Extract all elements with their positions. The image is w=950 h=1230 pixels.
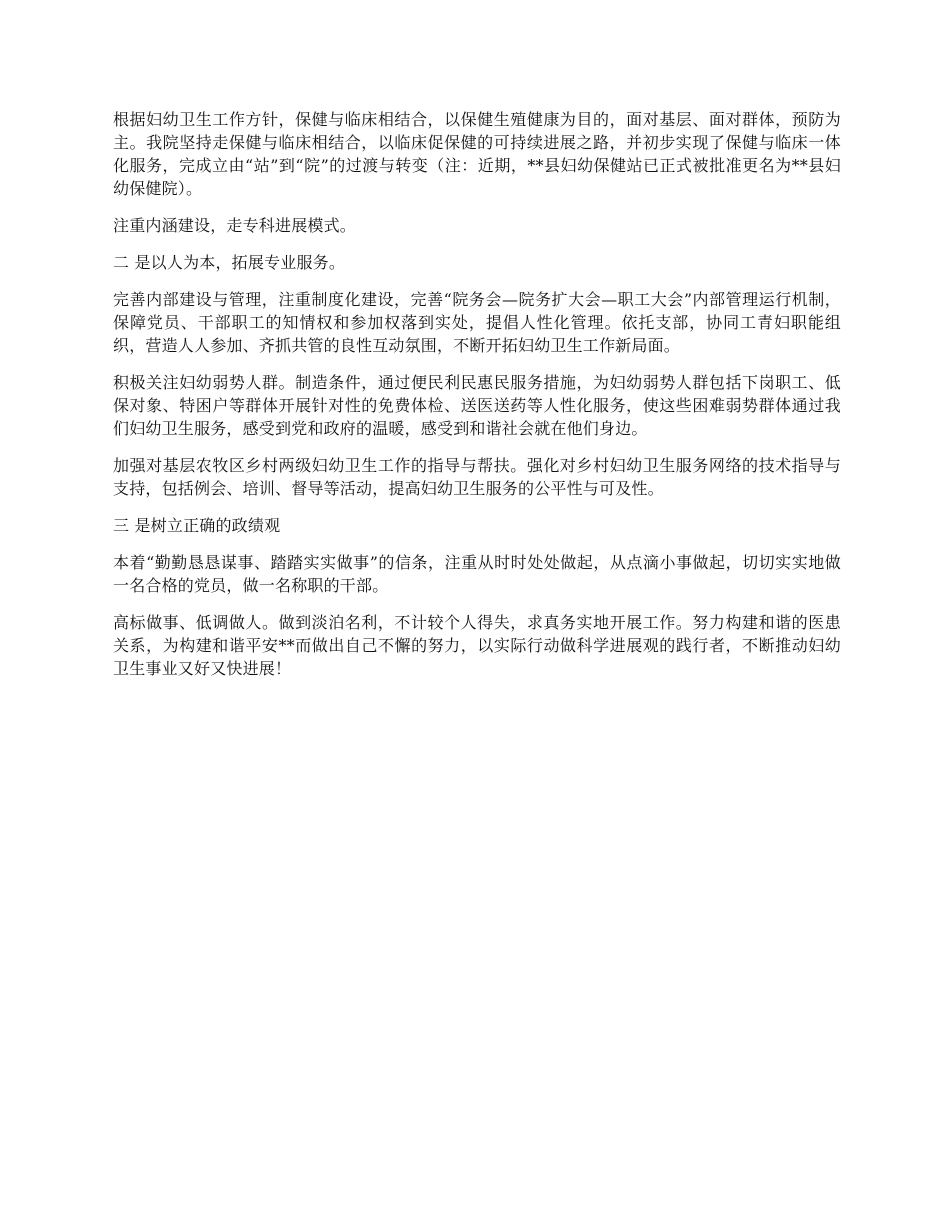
paragraph-8: 本着“勤勤恳恳谋事、踏踏实实做事”的信条，注重从时时处处做起，从点滴小事做起，切切实实地做一名合格的党员，做一名称职的干部。 (113, 553, 841, 595)
paragraph-6: 加强对基层农牧区乡村两级妇幼卫生工作的指导与帮扶。强化对乡村妇幼卫生服务网络的技术指导与支持，包括例会、培训、督导等活动，提高妇幼卫生服务的公平性与可及性。 (113, 456, 841, 498)
paragraph-5: 积极关注妇幼弱势人群。制造条件，通过便民利民惠民服务措施，为妇幼弱势人群包括下岗职工、低保对象、特困户等群体开展针对性的免费体检、送医送药等人性化服务，使这些困难弱势群体通过我们妇幼卫生服务，感受到党和政府的温暖，感受到和谐社会就在他们身边。 (113, 373, 841, 438)
document-body (113, 108, 841, 694)
paragraph-9: 高标做事、低调做人。做到淡泊名利，不计较个人得失，求真务实地开展工作。努力构建和谐的医患关系，为构建和谐平安**而做出自己不懈的努力，以实际行动做科学进展观的践行者，不断推动妇幼卫生事业又好又快进展！ (113, 613, 841, 678)
paragraph-3: 二 是以人为本，拓展专业服务。 (113, 253, 346, 272)
paragraph-4: 完善内部建设与管理，注重制度化建设，完善“院务会—院务扩大会—职工大会”内部管理运行机制，保障党员、干部职工的知情权和参加权落到实处，提倡人性化管理。依托支部，协同工青妇职能组织，营造人人参加、齐抓共管的良性互动氛围，不断开拓妇幼卫生工作新局面。 (113, 290, 841, 355)
paragraph-1: 根据妇幼卫生工作方针，保健与临床相结合，以保健生殖健康为目的，面对基层、面对群体，预防为主。我院坚持走保健与临床相结合，以临床促保健的可持续进展之路，并初步实现了保健与临床一体化服务，完成立由“站”到“院”的过渡与转变（注：近期，**县妇幼保健站已正式被批准更名为**县妇幼保健院）。 (113, 110, 841, 198)
paragraph-7: 三 是树立正确的政绩观 (113, 516, 281, 535)
paragraph-2: 注重内涵建设，走专科进展模式。 (113, 216, 357, 235)
